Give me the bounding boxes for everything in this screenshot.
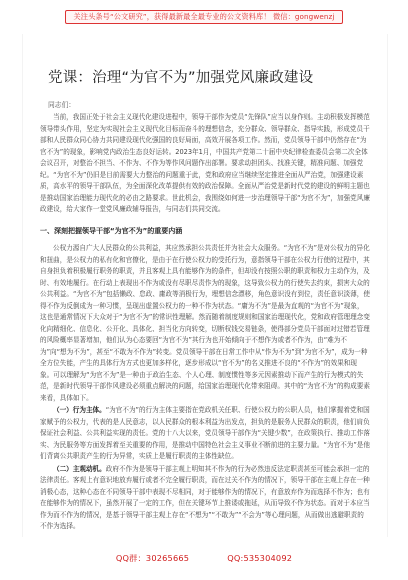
subsection-1-lead: （一）行为主体。 [53, 406, 106, 414]
footer-qq-id: QQ:535304092 [227, 553, 293, 563]
intro-paragraph: 当前，我国正处于社会主义现代化建设进程中，领导干部作为党员“先锋队”应当以身作则。主动积极发挥模范领导带头作用，坚定为实现社会主义现代化目标而奋斗的理想信念，充分群众、领导群众、指导实践，形成党员干部和人民群众同心协力共同建设现代化强国的良好局面，高效开展各项工作。然而，党员领导干部中仍然存在“为官不为”的现象，影响党内政治生态良好运转。2023年1月，中国共产党第二十届中央纪律检查委员会第二次全体会议召开，对整治不担当、不作为、不作为等作风问题作出部署。要求动担团头、找准关键，精准问题、加强党纪。“为官不为”仍旧是目前需要大力整治的问题重于此，党和政府应当继续坚定推进全面从严治党，加强建设素质，高水平的领导干部队伍，为全面深化改革提供有效的政治保障。全面从严治党是新时代党的建设的鲜明主题也是推动国家治理能力现代化的必由之路要求。世此机会，我围绕如何进一步治理领导干部“为官不为”，加强党风廉政建设，给大家作一堂党风廉政辅导报告，与同志们共同交流。 [40, 113, 370, 213]
section-heading-1: 一、深刻把握领导干部“为官不为”的重要内涵 [40, 226, 183, 235]
document-title: 党课：治理“为官不为”加强党风廉政建设 [48, 70, 314, 86]
banner-text: 关注头条号“公文研究”，获得最新最全最专业的公文资料库！ 微信：gongwenzj [65, 10, 344, 24]
subsection-2 [40, 464, 370, 533]
subsection-1 [40, 405, 370, 463]
footer-contacts [0, 547, 408, 569]
subsection-2-lead: （二）主观动机。 [53, 464, 106, 473]
top-banner [0, 8, 408, 26]
subsection-1-text: “为官不为”的行为主体主要指在党政机关任职、行使公权力的公职人员，他们掌握着党和国家赋予的公权力，代表的是人民意志，以人民群众的根本利益为出发点，担负的是服务人民群众的职责，他们肩负保证社会利益、公共利益实现的责任。党的十八大以来，党员领导干部作为“关键少数”，在政策执行、推动工作落实、为民服务等方面发挥着至关重要的作用，是推动中国特色社会主义事业不断前进的主要力量。“为官不为”是他们背离公共职责产生的行为异常，实质上是履行职责的主体性缺位。 [40, 406, 370, 460]
document-body [40, 112, 370, 533]
salutation: 同志们： [48, 101, 76, 109]
footer-qq-group: QQ群：30265665 [115, 552, 190, 563]
subsection-2-text: 政府不作为是领导干部主观上明知其不作为的行为必然违反法定职责甚至可能会承担一定的法律责任。客观上有意识地放弃履行或者不完全履行职责，而在过关不作为的情况下，领导干部在主观上存在一种消极心态，这种心态在不同领导干部中表现不尽相同，对于能够作为的情况下，有意放弃作为而选择不作为；也有在能够作为的情况下，虽然开展了一定的工作，但在关键环节上推诿或拖延，从而导致不作为状态。而对于本应当作为而不作为的情况，是基于领导干部主观上存在“不想为”“不敢为”“不会为”等心理问题，从而做出逃避职责的不作为选择。 [40, 464, 370, 530]
section1-paragraph: 公权力源自广大人民群众的公共利益，其应然承担公共责任并为社会大众服务。“为官不为”是对公权力的异化和扭曲，是公权力的私有化和官僚化，是由于在行使公权力的受托行为，意指领导干部在公权力行使的过程中，其自身担负着积极履行职务的职责，并且客观上具有能够作为的条件，但却没有按照公职的职责和权力主动作为，及时、有效地履行。在行动上表现出不作为或没有尽职尽责作为的现象，这导致公权力的行使失去约束，损害大众的公共利益。“为官不为”包括懒政、怠政、庸政等消极行为，埋想信念漂移，角色意识没有到位，责任意识淡薄，使得不作为反倒成为一种习惯，呈现出虚置公权力的一种不作为状态。“庸为不为”是最为直观的“为官不为”现象，这也是通常情况下大众对于“为官不为”的常识性理解。然而随着制度规则和国家治理现代化，党和政府管理理念变化向精细化、信息化、公开化、具体化、担当化方向转变，切断权钱交易链条，使得部分党员干部面对过错若管理的风险概率显著增加，他们认为心态要回“为官不为”其行为也开始倾向于不想作为或者不作为，由“难为不为”向“想为不为”，甚至“不敢为不作为”转变。党员领导干部在日常工作中从“作为不为”到“为官不为”，成为一种全方位失能，产生的具体行为方式也更加多样化，逐步形成以“官不为”的名义推进不良的“不作为”的效果和现象。可以理解为“为官不为”是一种由于政治生态、个人心理、制度惯性等多元因素推动下而产生的行为模式的失范，是新时代领导干部作风建设必须重点解决的问题，给国家治理现代化带来阻碍。其中的“为官不为”的构成要素来看，具体如下。 [40, 244, 370, 402]
